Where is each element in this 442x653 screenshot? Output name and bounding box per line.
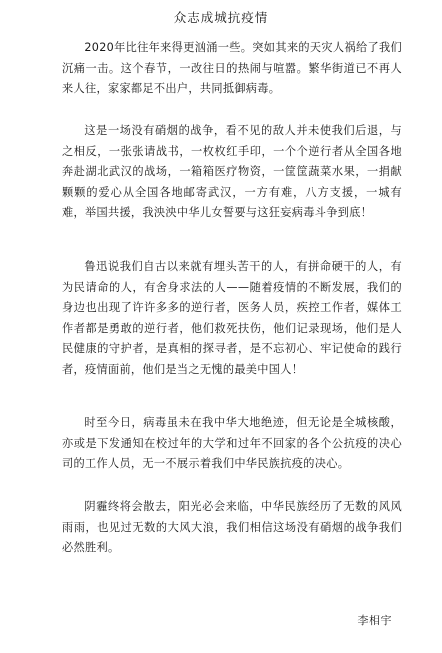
paragraph-1: 2020年比往年来得更汹涌一些。突如其来的天灾人祸给了我们沉痛一击。这个春节，一改往日的热闹与喧嚣。繁华街道已不再人来人往，家家都足不出户，共同抵御病毒。 (62, 41, 402, 95)
author-signature: 李相宇 (357, 614, 392, 627)
paragraph-3: 鲁迅说我们自古以来就有埋头苦干的人，有拼命硬干的人，有为民请命的人，有舍身求法的人——随着疫情的不断发展，我们的身边也出现了许许多多的逆行者，医务人员，疾控工作者，媒体工作者都是勇敢的逆行者，他们救死扶伤，他们记录现场，他们是人民健康的守护者，是真相的探寻者，是不忘初心、牢记使命的践行者，疫情面前，他们是当之无愧的最美中国人！ (62, 260, 402, 376)
paragraph-5: 阴霾终将会散去，阳光必会来临，中华民族经历了无数的风风雨雨，也见过无数的大风大浪，我们相信这场没有硝烟的战争我们必然胜利。 (62, 500, 402, 554)
paragraph-2: 这是一场没有硝烟的战争，看不见的敌人并未使我们后退，与之相反，一张张请战书，一枚枚红手印，一个个逆行者从全国各地奔赴湖北武汉的战场，一箱箱医疗物资，一筐筐蔬菜水果，一捐献颗颗的爱心从全国各地邮寄武汉，一方有难，八方支援，一城有难，举国共援，我泱泱中华儿女誓要与这狂妄病毒斗争到底！ (62, 124, 402, 219)
page-title: 众志成城抗疫情 (173, 10, 269, 25)
paragraph-4: 时至今日，病毒虽未在我中华大地绝迹，但无论是全城核酸，亦或是下发通知在校过年的大学和过年不回家的各个公抗疫的决心司的工作人员，无一不展示着我们中华民族抗疫的决心。 (62, 416, 402, 470)
